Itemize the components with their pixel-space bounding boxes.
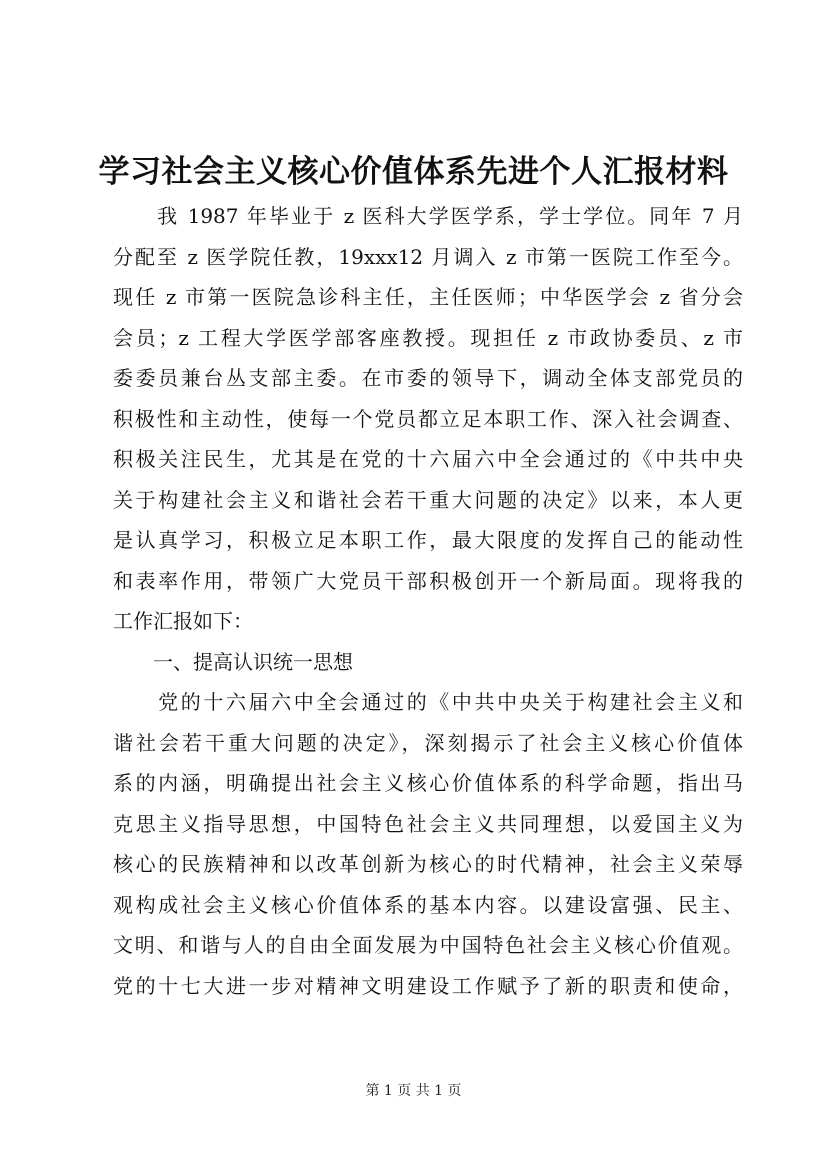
body-line: 关于构建社会主义和谐社会若干重大问题的决定》以来，本人更 — [113, 487, 743, 512]
body-line: 工作汇报如下： — [113, 609, 253, 633]
body-line: 积极性和主动性，使每一个党员都立足本职工作、深入社会调查、 — [113, 406, 743, 431]
document-body — [113, 196, 743, 1006]
body-line: 积极关注民生，尤其是在党的十六届六中全会通过的《中共中央 — [113, 447, 743, 471]
body-line: 文明、和谐与人的自由全面发展为中国特色社会主义核心价值观。 — [113, 933, 743, 957]
body-line: 克思主义指导思想，中国特色社会主义共同理想，以爱国主义为 — [113, 811, 743, 836]
body-line: 会员；z 工程大学医学部客座教授。现担任 z 市政协委员、z 市 — [113, 325, 743, 350]
body-line: 谐社会若干重大问题的决定》，深刻揭示了社会主义核心价值体 — [113, 730, 743, 755]
document-title: 学习社会主义核心价值体系先进个人汇报材料 — [98, 154, 729, 190]
body-line: 党的十七大进一步对精神文明建设工作赋予了新的职责和使命， — [113, 973, 743, 998]
page-number-footer: 第 1 页 共 1 页 — [365, 1083, 462, 1099]
body-line: 观构成社会主义核心价值体系的基本内容。以建设富强、民主、 — [113, 892, 743, 917]
body-line: 是认真学习，积极立足本职工作，最大限度的发挥自己的能动性 — [113, 528, 743, 552]
body-line: 和表率作用，带领广大党员干部积极创开一个新局面。现将我的 — [113, 568, 743, 593]
body-line: 分配至 z 医学院任教，19xxx12 月调入 z 市第一医院工作至今。 — [113, 244, 743, 269]
body-line: 党的十六届六中全会通过的《中共中央关于构建社会主义和 — [113, 690, 743, 714]
body-line: 核心的民族精神和以改革创新为核心的时代精神，社会主义荣辱 — [113, 852, 743, 876]
section-heading: 一、提高认识统一思想 — [113, 649, 353, 674]
body-line: 现任 z 市第一医院急诊科主任，主任医师；中华医学会 z 省分会 — [113, 285, 743, 309]
body-line: 系的内涵，明确提出社会主义核心价值体系的科学命题，指出马 — [113, 771, 743, 795]
body-line: 我 1987 年毕业于 z 医科大学医学系，学士学位。同年 7 月 — [113, 204, 743, 228]
body-line: 委委员兼台丛支部主委。在市委的领导下，调动全体支部党员的 — [113, 366, 743, 390]
